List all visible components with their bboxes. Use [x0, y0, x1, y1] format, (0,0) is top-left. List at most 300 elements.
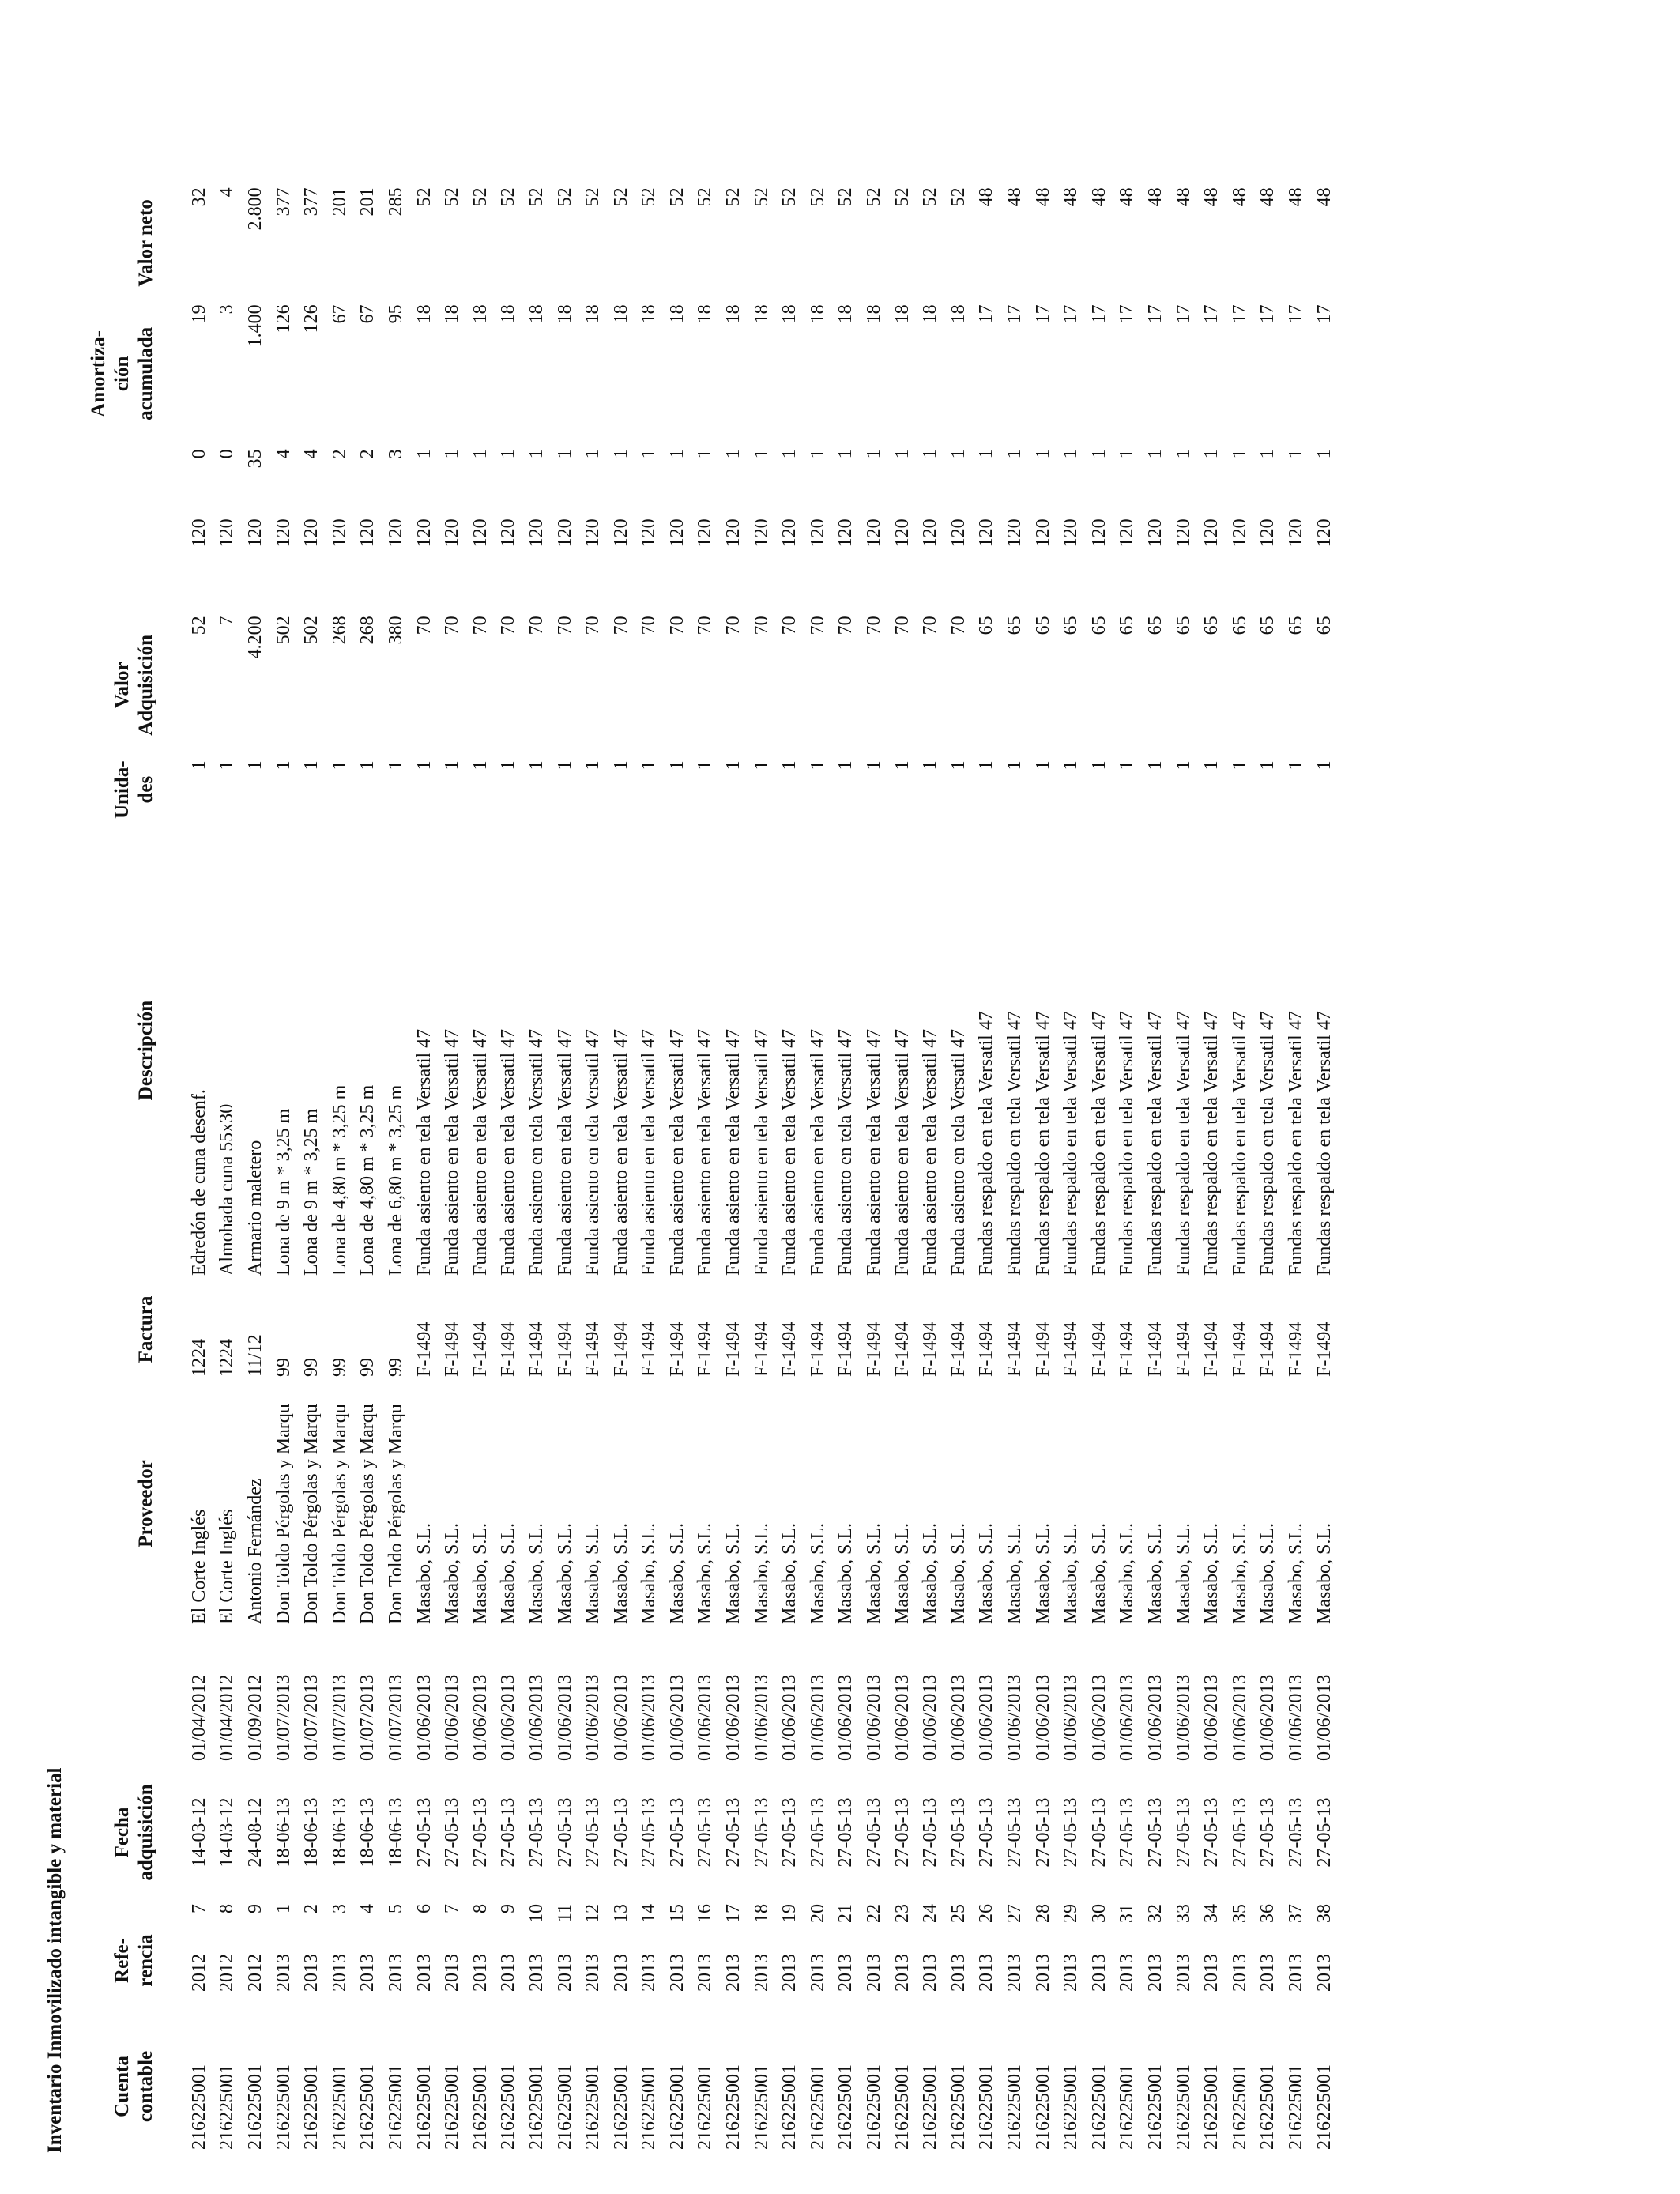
cell-valor-neto: 52 [779, 187, 800, 207]
cell-vida-util: 120 [1313, 518, 1335, 548]
cell-cuenta: 216225001 [1117, 2064, 1138, 2150]
table-row [1226, 184, 1254, 2153]
cell-cuenta: 216225001 [807, 2064, 828, 2150]
cell-ano: 2013 [469, 1954, 491, 1992]
cell-fecha-adquisicion: 27-05-13 [610, 1797, 631, 1868]
cell-proveedor: Masabo, S.L. [413, 1523, 435, 1624]
cell-fecha-adquisicion: 27-05-13 [864, 1797, 885, 1868]
cell-referencia: 14 [638, 1904, 660, 1923]
cell-unidades: 1 [835, 760, 857, 771]
cell-cuenta: 216225001 [1257, 2064, 1279, 2150]
cell-fecha-alta: 01/06/2013 [864, 1674, 885, 1761]
cell-vida-util: 120 [329, 518, 350, 548]
cell-vida-util: 120 [357, 518, 379, 548]
cell-fecha-alta: 01/06/2013 [1173, 1674, 1194, 1761]
cell-descripcion: Funda asiento en tela Versatil 47 [638, 1028, 660, 1276]
table-row [241, 184, 269, 2153]
cell-fecha-alta: 01/07/2013 [301, 1674, 322, 1761]
cell-fecha-adquisicion: 18-06-13 [385, 1797, 406, 1868]
cell-ano: 2013 [1117, 1954, 1138, 1992]
header-blank-3 [87, 446, 185, 515]
header-valor-neto: Valor neto [135, 199, 156, 287]
cell-amortizacion-acumulada: 17 [1032, 304, 1053, 324]
cell-valor-adquisicion: 70 [498, 616, 519, 635]
cell-vida-util: 120 [751, 518, 772, 548]
cell-vida-util: 120 [273, 518, 294, 548]
cell-valor-adquisicion: 268 [357, 616, 379, 645]
cell-amortizacion-acumulada: 17 [1004, 304, 1026, 324]
cell-fecha-alta: 01/07/2013 [357, 1674, 379, 1761]
cell-amortizacion-acumulada: 18 [835, 304, 857, 324]
cell-amortizacion-acumulada: 18 [864, 304, 885, 324]
cell-ano: 2013 [1313, 1954, 1335, 1992]
cell-referencia: 27 [1004, 1904, 1026, 1923]
cell-amortizacion-anual: 1 [864, 449, 885, 459]
cell-proveedor: Masabo, S.L. [1285, 1523, 1306, 1624]
cell-proveedor: Masabo, S.L. [695, 1523, 716, 1624]
cell-amortizacion-acumulada: 18 [610, 304, 631, 324]
cell-descripcion: Funda asiento en tela Versatil 47 [947, 1028, 969, 1276]
cell-unidades: 1 [582, 760, 604, 771]
cell-descripcion: Fundas respaldo en tela Versatil 47 [1257, 1011, 1279, 1276]
cell-ano: 2013 [582, 1954, 604, 1992]
cell-fecha-adquisicion: 27-05-13 [498, 1797, 519, 1868]
cell-descripcion: Lona de 9 m * 3,25 m [301, 1108, 322, 1276]
cell-valor-adquisicion: 65 [1117, 616, 1138, 635]
cell-fecha-alta: 01/06/2013 [554, 1674, 575, 1761]
cell-referencia: 9 [244, 1904, 266, 1913]
cell-ano: 2013 [751, 1954, 772, 1992]
table-row [522, 184, 551, 2153]
cell-referencia: 25 [947, 1904, 969, 1923]
cell-ano: 2012 [244, 1954, 266, 1992]
cell-vida-util: 120 [525, 518, 547, 548]
cell-amortizacion-acumulada: 18 [695, 304, 716, 324]
cell-fecha-adquisicion: 27-05-13 [1144, 1797, 1166, 1868]
cell-vida-util: 120 [666, 518, 687, 548]
cell-proveedor: Masabo, S.L. [1201, 1523, 1222, 1624]
table-row [607, 184, 635, 2153]
cell-cuenta: 216225001 [1144, 2064, 1166, 2150]
cell-ano: 2013 [947, 1954, 969, 1992]
cell-amortizacion-acumulada: 17 [1257, 304, 1279, 324]
cell-fecha-alta: 01/06/2013 [1229, 1674, 1250, 1761]
cell-amortizacion-acumulada: 17 [1285, 304, 1306, 324]
cell-cuenta: 216225001 [329, 2064, 350, 2150]
cell-descripcion: Fundas respaldo en tela Versatil 47 [1201, 1011, 1222, 1276]
cell-amortizacion-anual: 1 [1004, 449, 1026, 459]
cell-referencia: 9 [498, 1904, 519, 1913]
cell-referencia: 1 [273, 1904, 294, 1913]
cell-valor-neto: 52 [666, 187, 687, 207]
cell-valor-neto: 52 [413, 187, 435, 207]
cell-amortizacion-anual: 1 [1117, 449, 1138, 459]
cell-vida-util: 120 [1285, 518, 1306, 548]
cell-factura: F-1494 [554, 1321, 575, 1377]
cell-unidades: 1 [188, 760, 209, 771]
cell-proveedor: Don Toldo Pérgolas y Marqu [273, 1404, 294, 1624]
cell-amortizacion-acumulada: 18 [638, 304, 660, 324]
table-row [663, 184, 691, 2153]
cell-cuenta: 216225001 [891, 2064, 913, 2150]
cell-fecha-alta: 01/06/2013 [947, 1674, 969, 1761]
cell-referencia: 26 [976, 1904, 997, 1923]
cell-factura: F-1494 [1060, 1321, 1082, 1377]
cell-descripcion: Funda asiento en tela Versatil 47 [666, 1028, 687, 1276]
cell-unidades: 1 [1285, 760, 1306, 771]
cell-valor-neto: 48 [1257, 187, 1279, 207]
cell-fecha-alta: 01/06/2013 [442, 1674, 463, 1761]
cell-valor-adquisicion: 70 [779, 616, 800, 635]
cell-unidades: 1 [301, 760, 322, 771]
cell-referencia: 8 [469, 1904, 491, 1913]
cell-fecha-alta: 01/04/2012 [188, 1674, 209, 1761]
cell-unidades: 1 [976, 760, 997, 771]
cell-fecha-adquisicion: 18-06-13 [357, 1797, 379, 1868]
cell-amortizacion-acumulada: 17 [1229, 304, 1250, 324]
cell-descripcion: Funda asiento en tela Versatil 47 [891, 1028, 913, 1276]
cell-descripcion: Funda asiento en tela Versatil 47 [610, 1028, 631, 1276]
cell-referencia: 22 [864, 1904, 885, 1923]
cell-amortizacion-acumulada: 1.400 [244, 304, 266, 348]
cell-factura: F-1494 [835, 1321, 857, 1377]
cell-fecha-alta: 01/06/2013 [835, 1674, 857, 1761]
cell-fecha-alta: 01/06/2013 [582, 1674, 604, 1761]
cell-fecha-adquisicion: 27-05-13 [1201, 1797, 1222, 1868]
cell-proveedor: Masabo, S.L. [1173, 1523, 1194, 1624]
cell-ano: 2013 [1144, 1954, 1166, 1992]
cell-ano: 2013 [638, 1954, 660, 1992]
cell-fecha-alta: 01/06/2013 [1285, 1674, 1306, 1761]
cell-fecha-adquisicion: 27-05-13 [976, 1797, 997, 1868]
cell-valor-neto: 52 [835, 187, 857, 207]
table-row [382, 184, 410, 2153]
table-row [1057, 184, 1085, 2153]
cell-proveedor: Masabo, S.L. [1257, 1523, 1279, 1624]
cell-descripcion: Fundas respaldo en tela Versatil 47 [1229, 1011, 1250, 1276]
cell-descripcion: Fundas respaldo en tela Versatil 47 [1285, 1011, 1306, 1276]
cell-valor-neto: 48 [1117, 187, 1138, 207]
cell-fecha-alta: 01/07/2013 [273, 1674, 294, 1761]
cell-proveedor: Don Toldo Pérgolas y Marqu [357, 1404, 379, 1624]
cell-unidades: 1 [1257, 760, 1279, 771]
cell-cuenta: 216225001 [301, 2064, 322, 2150]
cell-descripcion: Fundas respaldo en tela Versatil 47 [1088, 1011, 1109, 1276]
cell-unidades: 1 [1173, 760, 1194, 771]
cell-amortizacion-anual: 1 [1173, 449, 1194, 459]
cell-proveedor: Masabo, S.L. [1117, 1523, 1138, 1624]
cell-unidades: 1 [357, 760, 379, 771]
cell-unidades: 1 [469, 760, 491, 771]
table-row [578, 184, 607, 2153]
cell-valor-neto: 52 [525, 187, 547, 207]
cell-cuenta: 216225001 [217, 2064, 238, 2150]
table-row [354, 184, 382, 2153]
cell-unidades: 1 [1032, 760, 1053, 771]
cell-cuenta: 216225001 [610, 2064, 631, 2150]
cell-fecha-alta: 01/04/2012 [217, 1674, 238, 1761]
cell-unidades: 1 [638, 760, 660, 771]
cell-referencia: 24 [920, 1904, 941, 1923]
cell-valor-neto: 201 [357, 187, 379, 217]
cell-vida-util: 120 [947, 518, 969, 548]
cell-unidades: 1 [920, 760, 941, 771]
cell-ano: 2013 [385, 1954, 406, 1992]
cell-cuenta: 216225001 [1285, 2064, 1306, 2150]
cell-ano: 2013 [1285, 1954, 1306, 1992]
cell-cuenta: 216225001 [779, 2064, 800, 2150]
cell-referencia: 30 [1088, 1904, 1109, 1923]
cell-amortizacion-acumulada: 18 [442, 304, 463, 324]
cell-amortizacion-anual: 1 [1257, 449, 1279, 459]
cell-referencia: 36 [1257, 1904, 1279, 1923]
cell-amortizacion-anual: 2 [357, 449, 379, 459]
cell-amortizacion-anual: 1 [582, 449, 604, 459]
cell-valor-adquisicion: 380 [385, 616, 406, 645]
cell-descripcion: Funda asiento en tela Versatil 47 [807, 1028, 828, 1276]
cell-valor-adquisicion: 70 [947, 616, 969, 635]
cell-descripcion: Funda asiento en tela Versatil 47 [695, 1028, 716, 1276]
cell-ano: 2013 [525, 1954, 547, 1992]
cell-proveedor: Masabo, S.L. [807, 1523, 828, 1624]
header-row [87, 184, 185, 2153]
cell-proveedor: Masabo, S.L. [638, 1523, 660, 1624]
cell-descripcion: Lona de 4,80 m * 3,25 m [329, 1084, 350, 1276]
cell-valor-adquisicion: 70 [723, 616, 744, 635]
cell-amortizacion-acumulada: 18 [751, 304, 772, 324]
cell-amortizacion-anual: 1 [1144, 449, 1166, 459]
cell-vida-util: 120 [835, 518, 857, 548]
cell-fecha-alta: 01/06/2013 [1004, 1674, 1026, 1761]
cell-fecha-adquisicion: 27-05-13 [1285, 1797, 1306, 1868]
cell-factura: F-1494 [525, 1321, 547, 1377]
cell-vida-util: 120 [1257, 518, 1279, 548]
cell-referencia: 29 [1060, 1904, 1082, 1923]
cell-descripcion: Lona de 6,80 m * 3,25 m [385, 1084, 406, 1276]
cell-vida-util: 120 [442, 518, 463, 548]
cell-fecha-alta: 01/06/2013 [1257, 1674, 1279, 1761]
cell-fecha-adquisicion: 27-05-13 [1004, 1797, 1026, 1868]
cell-cuenta: 216225001 [976, 2064, 997, 2150]
cell-amortizacion-anual: 1 [1285, 449, 1306, 459]
cell-referencia: 28 [1032, 1904, 1053, 1923]
cell-ano: 2012 [188, 1954, 209, 1992]
cell-valor-adquisicion: 65 [1088, 616, 1109, 635]
cell-fecha-alta: 01/06/2013 [469, 1674, 491, 1761]
cell-fecha-adquisicion: 27-05-13 [947, 1797, 969, 1868]
cell-unidades: 1 [723, 760, 744, 771]
cell-factura: 99 [385, 1358, 406, 1377]
cell-descripcion: Fundas respaldo en tela Versatil 47 [1144, 1011, 1166, 1276]
cell-fecha-alta: 01/06/2013 [920, 1674, 941, 1761]
cell-cuenta: 216225001 [920, 2064, 941, 2150]
cell-fecha-adquisicion: 27-05-13 [1060, 1797, 1082, 1868]
cell-fecha-adquisicion: 27-05-13 [469, 1797, 491, 1868]
table-row [466, 184, 495, 2153]
cell-vida-util: 120 [188, 518, 209, 548]
cell-valor-neto: 48 [976, 187, 997, 207]
cell-amortizacion-anual: 1 [695, 449, 716, 459]
cell-ano: 2013 [1201, 1954, 1222, 1992]
cell-referencia: 11 [554, 1904, 575, 1923]
cell-cuenta: 216225001 [1313, 2064, 1335, 2150]
cell-referencia: 32 [1144, 1904, 1166, 1923]
cell-fecha-alta: 01/06/2013 [1144, 1674, 1166, 1761]
cell-ano: 2013 [807, 1954, 828, 1992]
cell-amortizacion-anual: 1 [610, 449, 631, 459]
cell-descripcion: Funda asiento en tela Versatil 47 [864, 1028, 885, 1276]
cell-factura: 99 [301, 1358, 322, 1377]
cell-proveedor: Masabo, S.L. [582, 1523, 604, 1624]
cell-cuenta: 216225001 [442, 2064, 463, 2150]
cell-vida-util: 120 [610, 518, 631, 548]
cell-valor-neto: 377 [301, 187, 322, 217]
cell-cuenta: 216225001 [273, 2064, 294, 2150]
cell-fecha-adquisicion: 27-05-13 [807, 1797, 828, 1868]
cell-cuenta: 216225001 [244, 2064, 266, 2150]
cell-factura: F-1494 [1285, 1321, 1306, 1377]
cell-proveedor: Masabo, S.L. [835, 1523, 857, 1624]
cell-descripcion: Funda asiento en tela Versatil 47 [779, 1028, 800, 1276]
cell-valor-neto: 32 [188, 187, 209, 207]
cell-unidades: 1 [1004, 760, 1026, 771]
cell-factura: F-1494 [695, 1321, 716, 1377]
cell-descripcion: Funda asiento en tela Versatil 47 [582, 1028, 604, 1276]
cell-vida-util: 120 [779, 518, 800, 548]
cell-cuenta: 216225001 [1032, 2064, 1053, 2150]
table-row [410, 184, 439, 2153]
cell-vida-util: 120 [1117, 518, 1138, 548]
cell-unidades: 1 [1201, 760, 1222, 771]
table-body [185, 184, 1338, 2153]
cell-cuenta: 216225001 [582, 2064, 604, 2150]
cell-referencia: 3 [329, 1904, 350, 1913]
cell-factura: F-1494 [1117, 1321, 1138, 1377]
cell-proveedor: Masabo, S.L. [469, 1523, 491, 1624]
table-row [1197, 184, 1226, 2153]
cell-proveedor: Masabo, S.L. [610, 1523, 631, 1624]
cell-valor-adquisicion: 4.200 [244, 616, 266, 659]
cell-unidades: 1 [217, 760, 238, 771]
cell-ano: 2013 [413, 1954, 435, 1992]
cell-ano: 2013 [976, 1954, 997, 1992]
cell-ano: 2013 [1060, 1954, 1082, 1992]
cell-factura: 1224 [217, 1339, 238, 1377]
cell-amortizacion-anual: 4 [273, 449, 294, 459]
cell-unidades: 1 [1313, 760, 1335, 771]
cell-fecha-alta: 01/06/2013 [1088, 1674, 1109, 1761]
cell-factura: F-1494 [1144, 1321, 1166, 1377]
cell-valor-neto: 48 [1060, 187, 1082, 207]
cell-amortizacion-acumulada: 18 [920, 304, 941, 324]
table-row [438, 184, 466, 2153]
cell-amortizacion-anual: 1 [891, 449, 913, 459]
cell-fecha-adquisicion: 27-05-13 [582, 1797, 604, 1868]
cell-descripcion: Funda asiento en tela Versatil 47 [920, 1028, 941, 1276]
cell-valor-adquisicion: 65 [1173, 616, 1194, 635]
cell-valor-adquisicion: 65 [1201, 616, 1222, 635]
cell-amortizacion-anual: 1 [666, 449, 687, 459]
cell-amortizacion-anual: 1 [1088, 449, 1109, 459]
cell-amortizacion-acumulada: 18 [807, 304, 828, 324]
cell-vida-util: 120 [244, 518, 266, 548]
cell-factura: F-1494 [723, 1321, 744, 1377]
cell-vida-util: 120 [498, 518, 519, 548]
cell-unidades: 1 [273, 760, 294, 771]
cell-ano: 2013 [666, 1954, 687, 1992]
cell-amortizacion-acumulada: 18 [413, 304, 435, 324]
cell-valor-adquisicion: 70 [413, 616, 435, 635]
cell-referencia: 18 [751, 1904, 772, 1923]
cell-amortizacion-acumulada: 18 [666, 304, 687, 324]
cell-amortizacion-anual: 1 [469, 449, 491, 459]
cell-unidades: 1 [807, 760, 828, 771]
table-row [297, 184, 326, 2153]
cell-valor-adquisicion: 70 [751, 616, 772, 635]
cell-ano: 2013 [610, 1954, 631, 1992]
cell-amortizacion-anual: 4 [301, 449, 322, 459]
cell-amortizacion-acumulada: 18 [779, 304, 800, 324]
cell-amortizacion-anual: 1 [1060, 449, 1082, 459]
cell-ano: 2013 [1004, 1954, 1026, 1992]
cell-fecha-adquisicion: 24-08-12 [244, 1797, 266, 1868]
cell-vida-util: 120 [301, 518, 322, 548]
cell-amortizacion-acumulada: 17 [1313, 304, 1335, 324]
table-row [495, 184, 523, 2153]
cell-proveedor: Masabo, S.L. [1313, 1523, 1335, 1624]
cell-ano: 2013 [1229, 1954, 1250, 1992]
cell-fecha-adquisicion: 27-05-13 [1257, 1797, 1279, 1868]
cell-referencia: 31 [1117, 1904, 1138, 1923]
cell-factura: F-1494 [751, 1321, 772, 1377]
cell-ano: 2013 [891, 1954, 913, 1992]
cell-factura: 1224 [188, 1339, 209, 1377]
cell-amortizacion-anual: 1 [835, 449, 857, 459]
cell-amortizacion-anual: 1 [638, 449, 660, 459]
cell-cuenta: 216225001 [666, 2064, 687, 2150]
cell-referencia: 15 [666, 1904, 687, 1923]
cell-valor-neto: 52 [920, 187, 941, 207]
cell-proveedor: El Corte Inglés [188, 1509, 209, 1624]
header-amortizacion-acumulada: Amortiza- ción acumulada [88, 326, 156, 420]
cell-unidades: 1 [244, 760, 266, 771]
cell-fecha-adquisicion: 27-05-13 [835, 1797, 857, 1868]
cell-fecha-alta: 01/06/2013 [807, 1674, 828, 1761]
cell-amortizacion-anual: 1 [779, 449, 800, 459]
cell-valor-adquisicion: 70 [442, 616, 463, 635]
cell-proveedor: Masabo, S.L. [723, 1523, 744, 1624]
cell-valor-neto: 201 [329, 187, 350, 217]
cell-factura: F-1494 [666, 1321, 687, 1377]
cell-descripcion: Funda asiento en tela Versatil 47 [723, 1028, 744, 1276]
cell-valor-adquisicion: 70 [469, 616, 491, 635]
cell-ano: 2013 [357, 1954, 379, 1992]
table-row [1000, 184, 1029, 2153]
cell-vida-util: 120 [1088, 518, 1109, 548]
cell-proveedor: Masabo, S.L. [1032, 1523, 1053, 1624]
table-row [269, 184, 298, 2153]
cell-valor-neto: 48 [1201, 187, 1222, 207]
cell-proveedor: Masabo, S.L. [920, 1523, 941, 1624]
cell-ano: 2013 [498, 1954, 519, 1992]
header-referencia: Refe- rencia [111, 1934, 156, 1987]
cell-unidades: 1 [610, 760, 631, 771]
cell-fecha-adquisicion: 18-06-13 [301, 1797, 322, 1868]
cell-fecha-alta: 01/07/2013 [385, 1674, 406, 1761]
cell-ano: 2013 [835, 1954, 857, 1992]
cell-descripcion: Fundas respaldo en tela Versatil 47 [1004, 1011, 1026, 1276]
table-row [832, 184, 861, 2153]
